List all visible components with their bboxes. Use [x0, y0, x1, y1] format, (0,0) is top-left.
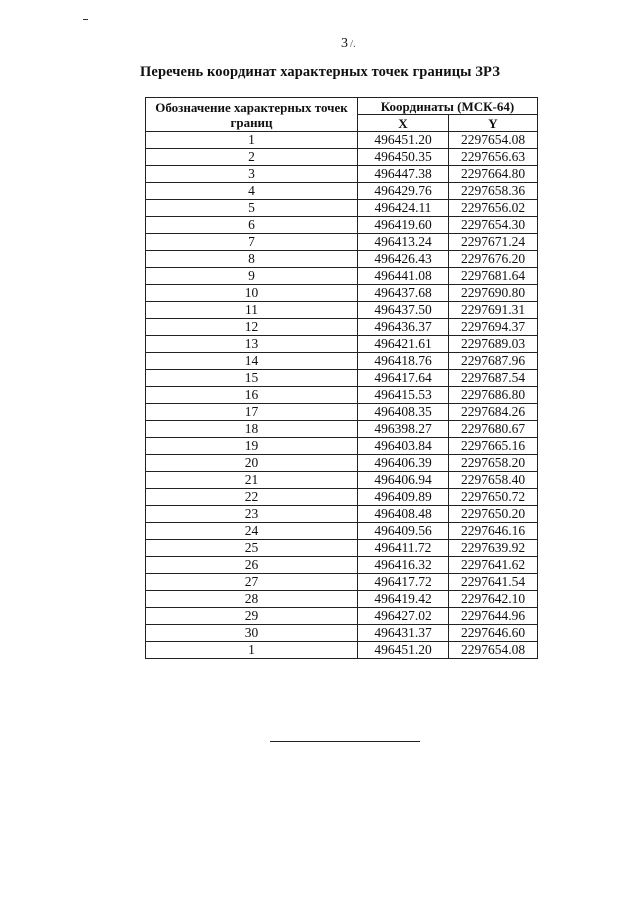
y-cell: 2297687.54 [449, 370, 538, 387]
y-cell: 2297642.10 [449, 591, 538, 608]
table-row [146, 200, 538, 217]
point-cell: 4 [146, 183, 358, 200]
y-cell: 2297654.08 [449, 642, 538, 659]
x-cell: 496451.20 [358, 132, 449, 149]
point-cell: 11 [146, 302, 358, 319]
point-cell: 12 [146, 319, 358, 336]
page-number-mark: /. [350, 38, 356, 50]
y-cell: 2297658.36 [449, 183, 538, 200]
table-row [146, 642, 538, 659]
y-cell: 2297664.80 [449, 166, 538, 183]
table-row [146, 302, 538, 319]
x-cell: 496411.72 [358, 540, 449, 557]
x-cell: 496450.35 [358, 149, 449, 166]
coordinates-table [145, 97, 538, 659]
point-cell: 20 [146, 455, 358, 472]
table-row [146, 370, 538, 387]
point-cell: 10 [146, 285, 358, 302]
point-cell: 2 [146, 149, 358, 166]
x-cell: 496408.48 [358, 506, 449, 523]
point-cell: 22 [146, 489, 358, 506]
point-cell: 3 [146, 166, 358, 183]
page-number [341, 36, 356, 52]
x-cell: 496429.76 [358, 183, 449, 200]
x-cell: 496424.11 [358, 200, 449, 217]
table-row [146, 183, 538, 200]
point-cell: 15 [146, 370, 358, 387]
page-number-value: 3 [341, 36, 348, 51]
table-row [146, 132, 538, 149]
x-cell: 496427.02 [358, 608, 449, 625]
y-cell: 2297656.02 [449, 200, 538, 217]
y-cell: 2297654.08 [449, 132, 538, 149]
y-cell: 2297641.54 [449, 574, 538, 591]
y-cell: 2297639.92 [449, 540, 538, 557]
table-row [146, 149, 538, 166]
table-row [146, 523, 538, 540]
header-point-designation: Обозначение характерных точек границ [146, 98, 358, 132]
x-cell: 496406.94 [358, 472, 449, 489]
y-cell: 2297646.16 [449, 523, 538, 540]
y-cell: 2297671.24 [449, 234, 538, 251]
point-cell: 25 [146, 540, 358, 557]
table-row [146, 234, 538, 251]
y-cell: 2297646.60 [449, 625, 538, 642]
table-row [146, 319, 538, 336]
x-cell: 496417.72 [358, 574, 449, 591]
y-cell: 2297650.72 [449, 489, 538, 506]
x-cell: 496418.76 [358, 353, 449, 370]
point-cell: 1 [146, 132, 358, 149]
y-cell: 2297691.31 [449, 302, 538, 319]
table-row [146, 166, 538, 183]
x-cell: 496417.64 [358, 370, 449, 387]
x-cell: 496437.68 [358, 285, 449, 302]
y-cell: 2297665.16 [449, 438, 538, 455]
table-row [146, 336, 538, 353]
margin-tick-mark [83, 19, 88, 20]
x-cell: 496413.24 [358, 234, 449, 251]
x-cell: 496415.53 [358, 387, 449, 404]
point-cell: 30 [146, 625, 358, 642]
y-cell: 2297681.64 [449, 268, 538, 285]
x-cell: 496437.50 [358, 302, 449, 319]
x-cell: 496416.32 [358, 557, 449, 574]
x-cell: 496403.84 [358, 438, 449, 455]
point-cell: 14 [146, 353, 358, 370]
y-cell: 2297656.63 [449, 149, 538, 166]
y-cell: 2297680.67 [449, 421, 538, 438]
x-cell: 496441.08 [358, 268, 449, 285]
y-cell: 2297686.80 [449, 387, 538, 404]
table-row [146, 506, 538, 523]
table-row [146, 608, 538, 625]
table-row [146, 268, 538, 285]
x-cell: 496408.35 [358, 404, 449, 421]
point-cell: 29 [146, 608, 358, 625]
y-cell: 2297676.20 [449, 251, 538, 268]
y-cell: 2297644.96 [449, 608, 538, 625]
table-row [146, 455, 538, 472]
point-cell: 7 [146, 234, 358, 251]
y-cell: 2297684.26 [449, 404, 538, 421]
header-x: X [358, 115, 449, 132]
y-cell: 2297690.80 [449, 285, 538, 302]
point-cell: 16 [146, 387, 358, 404]
table-row [146, 285, 538, 302]
table-row [146, 489, 538, 506]
point-cell: 5 [146, 200, 358, 217]
x-cell: 496419.60 [358, 217, 449, 234]
y-cell: 2297687.96 [449, 353, 538, 370]
x-cell: 496426.43 [358, 251, 449, 268]
table-row [146, 557, 538, 574]
table-row [146, 251, 538, 268]
point-cell: 21 [146, 472, 358, 489]
table-row [146, 438, 538, 455]
y-cell: 2297654.30 [449, 217, 538, 234]
x-cell: 496406.39 [358, 455, 449, 472]
x-cell: 496409.56 [358, 523, 449, 540]
table-row [146, 387, 538, 404]
x-cell: 496398.27 [358, 421, 449, 438]
point-cell: 9 [146, 268, 358, 285]
table-row [146, 404, 538, 421]
x-cell: 496409.89 [358, 489, 449, 506]
closing-rule [270, 741, 420, 742]
y-cell: 2297689.03 [449, 336, 538, 353]
x-cell: 496447.38 [358, 166, 449, 183]
x-cell: 496436.37 [358, 319, 449, 336]
point-cell: 17 [146, 404, 358, 421]
table-row [146, 217, 538, 234]
point-cell: 6 [146, 217, 358, 234]
point-cell: 1 [146, 642, 358, 659]
point-cell: 23 [146, 506, 358, 523]
point-cell: 18 [146, 421, 358, 438]
x-cell: 496421.61 [358, 336, 449, 353]
table-header [146, 98, 538, 132]
table-row [146, 625, 538, 642]
point-cell: 28 [146, 591, 358, 608]
table-row [146, 353, 538, 370]
header-y: Y [449, 115, 538, 132]
table-body [146, 132, 538, 659]
y-cell: 2297658.40 [449, 472, 538, 489]
y-cell: 2297641.62 [449, 557, 538, 574]
x-cell: 496451.20 [358, 642, 449, 659]
table-row [146, 540, 538, 557]
table-row [146, 472, 538, 489]
header-coordinates: Координаты (МСК-64) [358, 98, 538, 115]
document-title: Перечень координат характерных точек границы ЗРЗ [140, 64, 500, 80]
y-cell: 2297658.20 [449, 455, 538, 472]
point-cell: 24 [146, 523, 358, 540]
table-row [146, 421, 538, 438]
y-cell: 2297650.20 [449, 506, 538, 523]
point-cell: 13 [146, 336, 358, 353]
point-cell: 26 [146, 557, 358, 574]
point-cell: 19 [146, 438, 358, 455]
x-cell: 496419.42 [358, 591, 449, 608]
table-row [146, 574, 538, 591]
table-row [146, 591, 538, 608]
point-cell: 27 [146, 574, 358, 591]
point-cell: 8 [146, 251, 358, 268]
y-cell: 2297694.37 [449, 319, 538, 336]
x-cell: 496431.37 [358, 625, 449, 642]
